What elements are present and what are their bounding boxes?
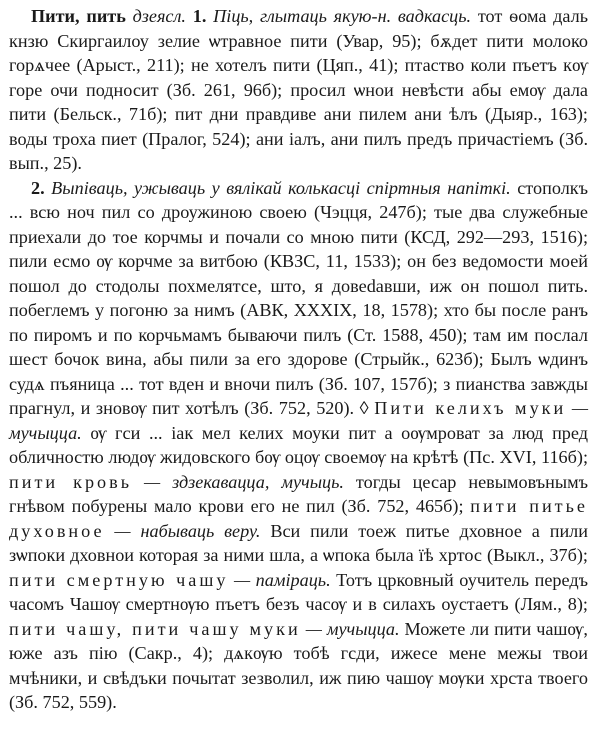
phrase-2: пити кровь [9, 471, 133, 492]
sense-1-citations: тот ѳома даль кнзю Скиргаилоу зелие ѡтравное пити (Увар, 95); бѫдет пити молоко горѧчее (Арыст., 211); не хотелъ пити (Цяп., 41); птаство коли пъетъ кѹ горе очи подносит (Зб. 261, 96б); просил ѡнои невѣсти абы емѹ дала пити (Бельск., 71б); пит дни правдиве ани пилем ани ѣлъ (Дыяр., 163); воды троха пиет (Пралог, 524); ани іалъ, ани пилъ предъ причастіемъ (Зб. вып., 25). [9, 6, 589, 173]
phrase-4: пити смертную чашу [9, 569, 229, 590]
phrase-1: Пити келихъ муки [374, 398, 567, 418]
sense-2-citations-f: Можете ли пити чашѹ, юже азъ пію (Сакр., 4); дѧкѹю тобѣ гсди, ижесе мене межы твои мчѣники, и свѣдъки почытат зезволил, иж пию чашѹ мѹки хрста твоего (Зб. 752, 559). [9, 618, 588, 712]
sense-1-number: 1. [192, 6, 214, 26]
phrase-1-gloss: — мучыцца. [9, 398, 588, 443]
sense-2-citations-d: Вси пили тоеж питье дховное а пили зѡпоки дховнои которая за ними шла, а ѡпока была їѣ хртос (Выкл., 37б); [9, 520, 588, 565]
sense-2-citations-c: тогды цесар невымовънымъ гнѣвом побурены мало крови его не пил (Зб. 752, 465б); [9, 471, 588, 516]
sense-2-citations-e: Тотъ црковный оучитель передъ часомъ Чашѹ смертнѹю пъетъ безъ часѹ и в силахъ оустаетъ (Лям., 8); [9, 569, 588, 614]
sense-2-paragraph [9, 176, 588, 715]
phrase-4-gloss: — паміраць. [228, 569, 331, 590]
sense-2-citations-b: ѹ гси ... іак мел келих моуки пит а оѹмроват за люд пред обличностю людѹ жидовского бѹ оцѹ своемѹ на крѣтѣ (Пс. XVI, 116б); [9, 422, 588, 467]
sense-2-number: 2. [31, 177, 52, 198]
phrase-2-gloss: — здзекавацца, мучыць. [132, 471, 344, 492]
sense-2-citations-a: стополкъ ... всю ноч пил со дроужиною своею (Чэцця, 247б); тые два служебные приехали до тое корчмы и почали со мною пити (КСД, 292—293, 1516); пили есмо ѹ корчме за витбою (КВЗС, 11, 1533); он без ведомости моей пошол до стодолы похмелятсе, што, я довеdавши, иж он пошол пить. побеглемъ у погоню за нимъ (АВК, XXXIX, 18, 1578); хто бы после ранъ по пиромъ и по корчьмамъ бываючи пилъ (Ст. 1588, 450); там им послал шест бочок вина, абы пили за его здорове (Стрыйк., 623б); Былъ ѡдинъ судѧ пъяница ... тот вден и вночи пилъ (Зб. 107, 157б); з пианства завжды прагнул, и зновѹ пит хотѣлъ (Зб. 752, 520). ◊ [9, 177, 589, 418]
sense-1-paragraph [9, 4, 588, 176]
phrase-3: пити питье духовное [9, 496, 588, 541]
phrase-3-gloss: — набываць веру. [104, 520, 261, 541]
phrase-5: пити чашу, пити чашу муки [9, 618, 301, 639]
sense-1-definition: Піць, глытаць якую-н. вадкасць. [213, 6, 472, 26]
part-of-speech: дзеясл. [125, 6, 193, 26]
entry-lemma: Пити, пить [31, 6, 126, 26]
sense-2-definition: Выпіваць, ужываць у вялікай колькасці спіртныя напіткі. [51, 177, 511, 198]
phrase-5-gloss: — мучыцца. [300, 618, 400, 639]
